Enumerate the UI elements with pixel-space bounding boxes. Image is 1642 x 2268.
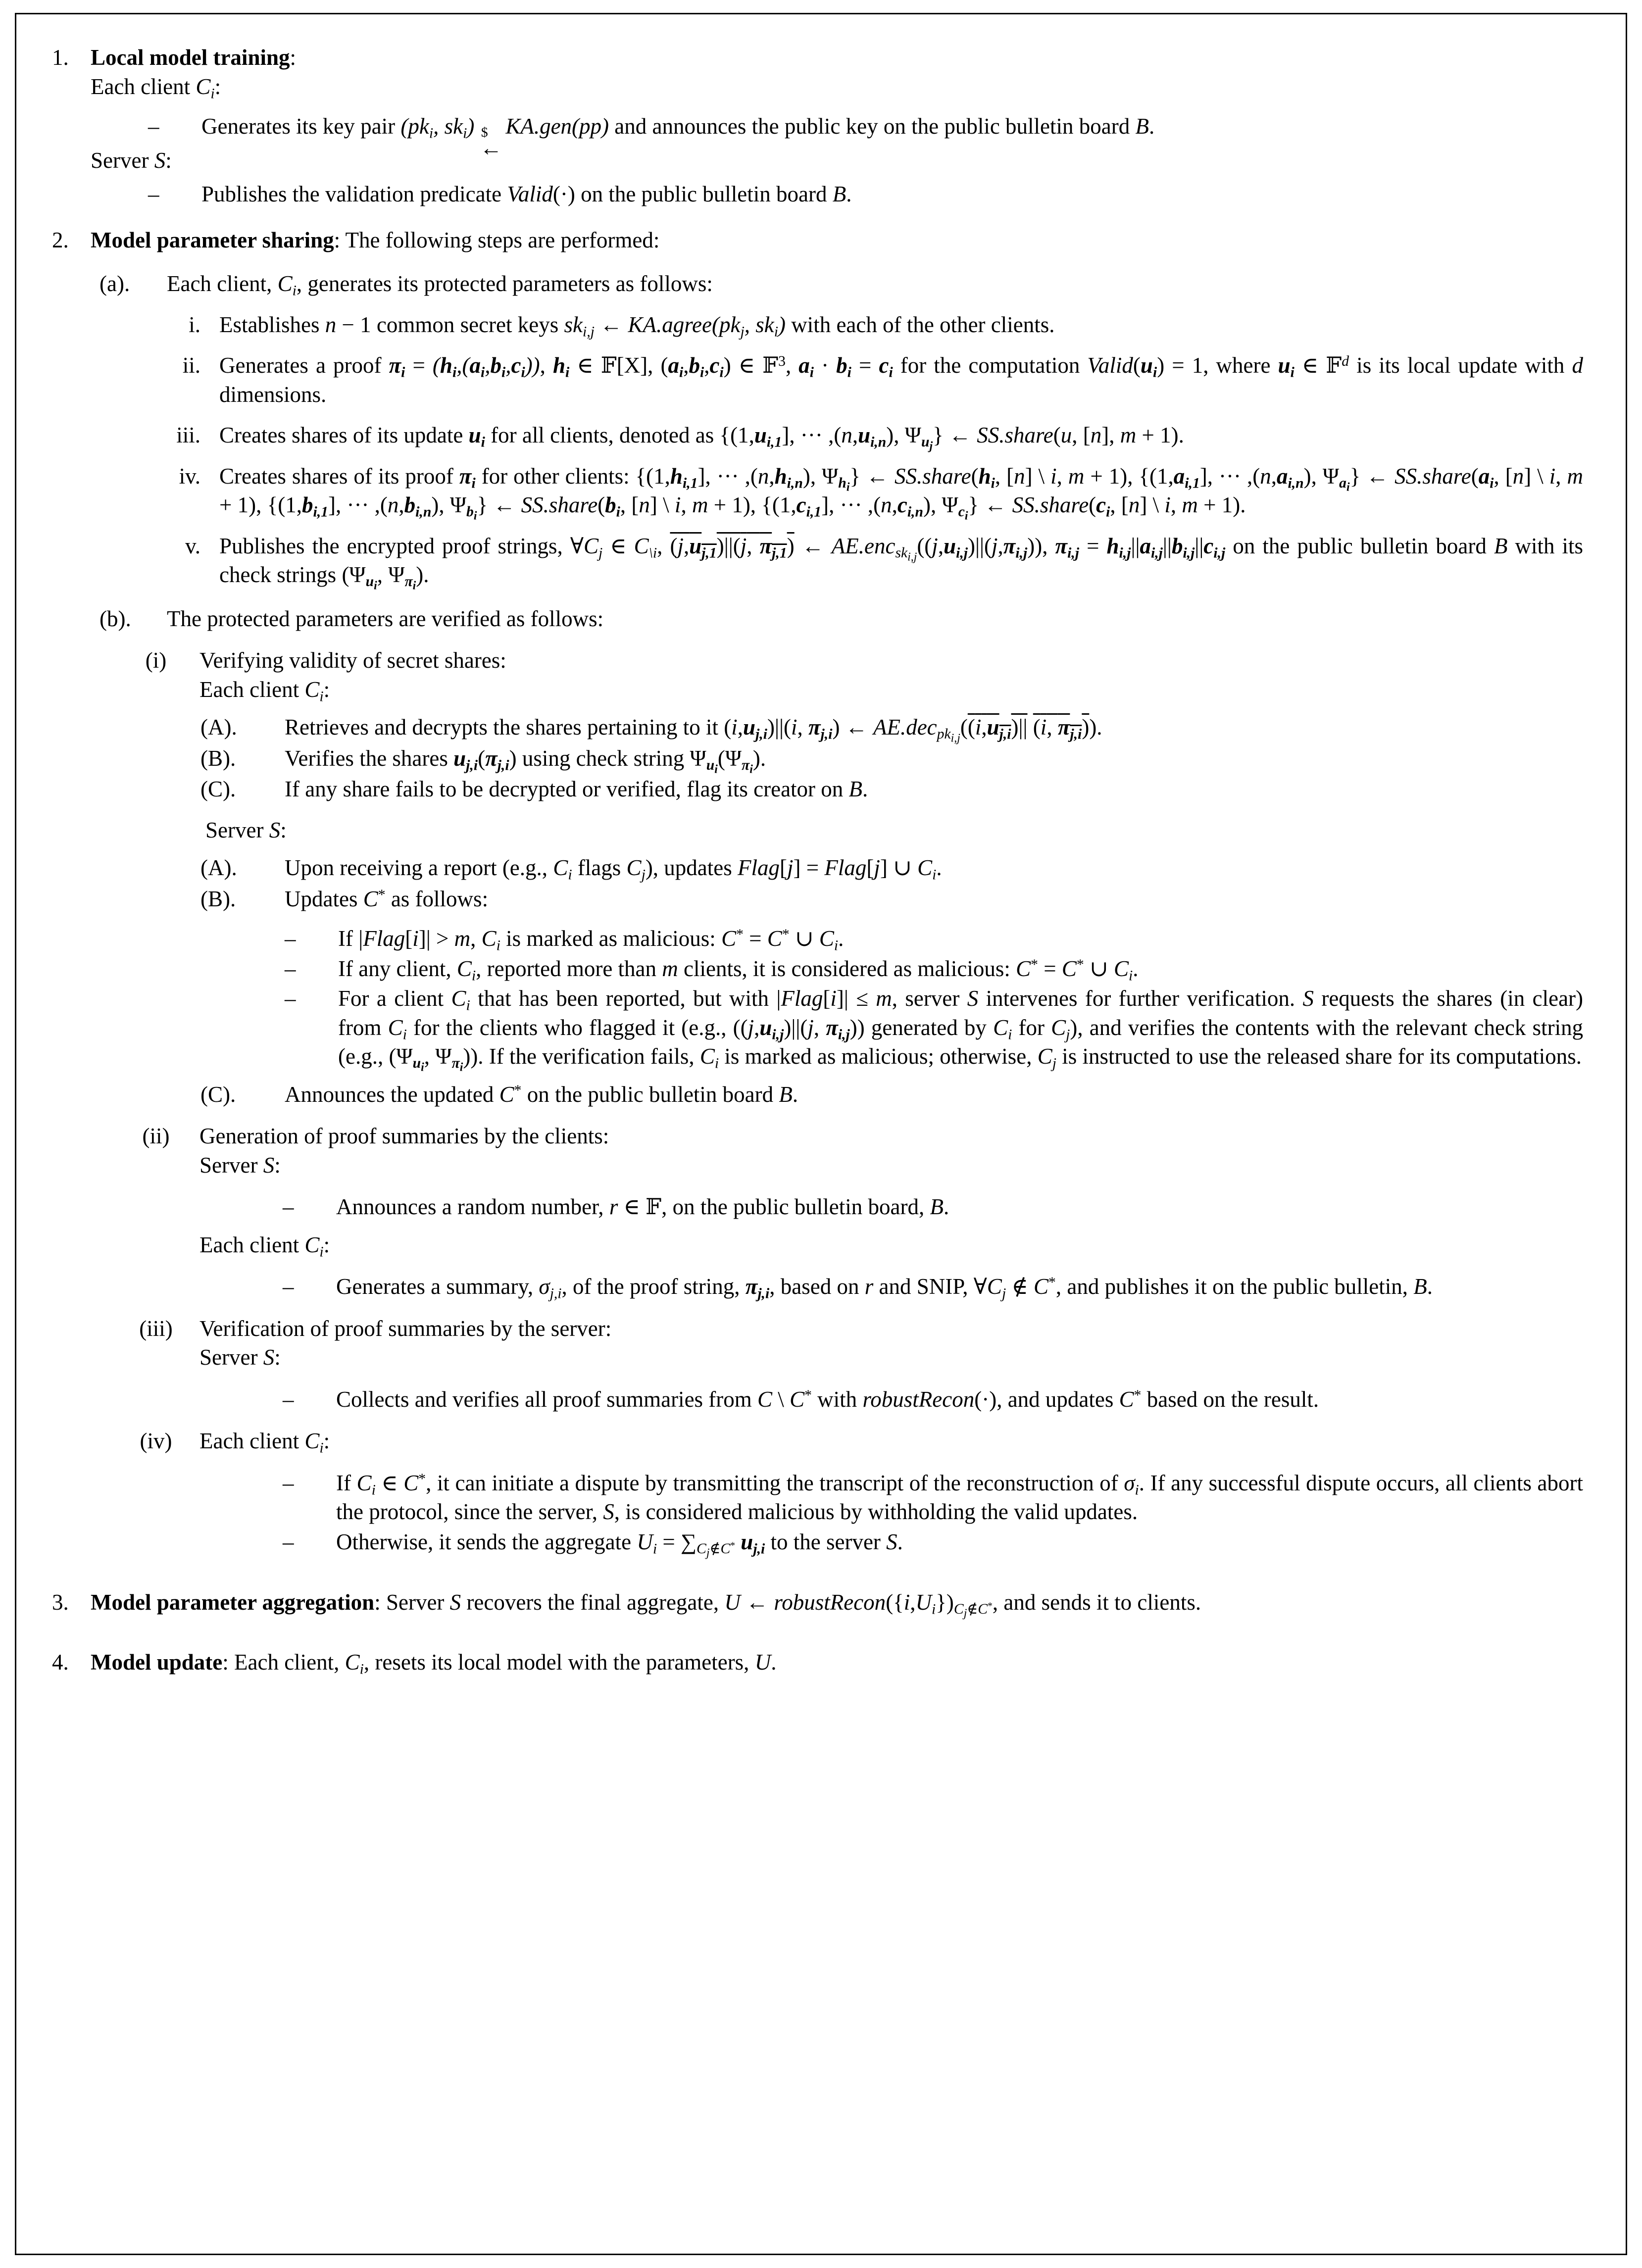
- step-2a-item-iii-text: Creates shares of its update $u_i$ for all clients, denoted as {$(1,u_{i,1}]$, ··· $,(n,u_{i,n})$, $\Psi_{u_j}$} ← SS.share(u, [n], m + 1).: [219, 423, 1184, 453]
- t: ), updates: [645, 855, 732, 880]
- step-3-title: Model parameter aggregation: [91, 1590, 375, 1615]
- t: for the clients who flagged it (e.g.,: [413, 1015, 727, 1040]
- item-i-server-B: [200, 885, 1583, 914]
- item-iv-dash-1: [283, 1469, 1583, 1527]
- item-iv-dash-2: [283, 1528, 1583, 1560]
- t: recovers the final aggregate,: [466, 1590, 719, 1615]
- item-i-title: Verifying validity of secret shares:: [199, 648, 506, 673]
- dash-marker: –: [285, 986, 296, 1011]
- item-ii-server-header: Server S:: [199, 1152, 281, 1178]
- roman-marker-i: i.: [189, 312, 200, 337]
- t: Announces the updated: [285, 1082, 494, 1107]
- t: If: [336, 1470, 351, 1495]
- t: for: [1018, 1015, 1045, 1040]
- step-3: [52, 1588, 1583, 1620]
- step-2a-marker: (a).: [100, 271, 130, 296]
- item-i-server-header: Server S:: [205, 817, 287, 842]
- sub-marker-A: (A).: [200, 855, 237, 880]
- step-4: [52, 1648, 1583, 1677]
- item-i-client-C-text: If any share fails to be decrypted or verified, flag its creator on B.: [285, 777, 868, 801]
- t: : Server: [374, 1590, 445, 1615]
- t: ), and verifies the contents with the relevant check string (e.g.,: [338, 1015, 1584, 1069]
- step-2b-marker: (b).: [100, 606, 131, 631]
- t: Server: [199, 1345, 258, 1370]
- t: Creates shares of its proof: [219, 463, 453, 489]
- step-2b-item-iv: [125, 1427, 1584, 1560]
- t: , on the public bulletin board,: [661, 1194, 925, 1219]
- t: Publishes the encrypted proof strings,: [219, 533, 563, 558]
- t: on the public bulletin board: [527, 1082, 774, 1107]
- t: If: [338, 926, 353, 951]
- step-1-server-bullet: [148, 180, 1583, 209]
- t: , generates its protected parameters as follows:: [296, 271, 713, 296]
- dash-marker: –: [283, 1274, 294, 1299]
- step-1-server-header: Server S:: [91, 148, 172, 173]
- item-iii-server-dash: [283, 1385, 1583, 1414]
- dash-marker: –: [148, 114, 159, 139]
- t: , it can initiate a dispute by transmitting the transcript of the reconstruction of: [426, 1470, 1118, 1495]
- step-1-client-bullet: [148, 112, 1583, 160]
- t: , and updates: [996, 1386, 1114, 1412]
- step-2a-item-iv: [145, 462, 1583, 523]
- roman-marker-iv: iv.: [179, 463, 200, 489]
- t: Each client: [199, 677, 299, 702]
- item-ii-server-dash: [283, 1192, 1583, 1222]
- sub-marker-C: (C).: [200, 777, 236, 801]
- figure-frame: [15, 13, 1627, 2255]
- t: dimensions.: [219, 382, 327, 407]
- item-iii-server-dash-text: Collects and verifies all proof summaries from C \ C* with robustRecon(·), and updates C* based on the result.: [336, 1386, 1319, 1412]
- t: to the server: [770, 1529, 881, 1554]
- item-i-client-C: [200, 775, 1583, 804]
- t: Upon receiving a report (e.g.,: [285, 855, 548, 880]
- t: Updates: [285, 886, 358, 911]
- t: , resets its local model with the parameters,: [363, 1649, 749, 1675]
- step-2a-item-ii-text: Generates a proof $\pi_i = (h_i,(a_i,b_i,c_i))$, $h_i$ ∈ 𝔽[X], $(a_i,b_i,c_i)$ ∈ 𝔽$^3$, $a_i \cdot b_i = c_i$ for the computation $Valid(u_i) = 1$, where $u_i$ ∈ 𝔽$^d$ is its local update with d dimensions.: [219, 353, 1583, 407]
- item-iii-server-header: Server S:: [199, 1345, 281, 1370]
- server-B-dash-2-text: If any client, $C_i$, reported more than m clients, it is considered as malicious: C* = C* ∪ $C_i$.: [338, 956, 1139, 984]
- item-ii-title: Generation of proof summaries by the clients:: [199, 1124, 609, 1148]
- item-marker-iv: (iv): [140, 1429, 172, 1453]
- t: on the public bulletin board: [581, 182, 827, 206]
- t: is marked as malicious:: [506, 926, 716, 951]
- step-2: [52, 226, 1583, 255]
- item-iv-title: Each client $C_i$:: [199, 1429, 330, 1456]
- t: for other clients:: [481, 463, 630, 489]
- t: and announces the public key on the public bulletin board: [614, 114, 1130, 139]
- step-3-marker: 3.: [52, 1590, 69, 1615]
- t: Server: [199, 1152, 258, 1178]
- t: Each client: [199, 1232, 299, 1257]
- item-i-client-A-text: Retrieves and decrypts the shares pertaining to it $(i,u_{j,i})||(i$, $\pi_{j,i}$) ← $AE.dec_{pk_{i,j}}((i,u_{j,i})||$ (i, $\pi_{j,i}$)).: [285, 715, 1102, 745]
- item-marker-ii: (ii): [142, 1124, 170, 1148]
- t: , based on: [769, 1274, 859, 1299]
- step-1-marker: 1.: [52, 45, 69, 70]
- step-2b-lead: The protected parameters are verified as follows:: [167, 606, 604, 631]
- step-1-title-line: [91, 43, 1583, 72]
- sub-marker-C: (C).: [200, 1082, 236, 1107]
- t: Establishes: [219, 312, 320, 337]
- dash-marker: –: [283, 1470, 294, 1495]
- step-2-title-line: [91, 226, 1583, 255]
- t: .: [771, 1649, 777, 1675]
- each-client-label: Each client: [91, 74, 191, 99]
- item-i-client-A: [200, 713, 1583, 745]
- item-i-server-A-text: Upon receiving a report (e.g., $C_i$ flags $C_j$), updates Flag[j] = Flag[j] ∪ $C_i$.: [285, 855, 942, 883]
- step-4-marker: 4.: [52, 1649, 69, 1675]
- server-B-dash-2: [285, 954, 1583, 984]
- t: generated by: [871, 1015, 987, 1040]
- t: Collects and verifies all proof summaries from: [336, 1386, 752, 1412]
- step-2b-item-iii: [125, 1314, 1583, 1414]
- step-4-text: Model update: Each client, $C_i$, resets its local model with the parameters, U.: [91, 1649, 777, 1677]
- step-3-text: Model parameter aggregation: Server S recovers the final aggregate, U ← $robustRecon(\{i,U_i\})_{C_j\notin C^*}$, and sends it to clients.: [91, 1590, 1201, 1620]
- t: , where: [1203, 353, 1271, 378]
- t: Retrieves and decrypts the shares pertaining to it: [285, 715, 718, 740]
- t: Otherwise, it sends the aggregate: [336, 1529, 632, 1554]
- t: requests the shares (in clear) from: [338, 986, 1584, 1040]
- t: , and publishes it on the public bulletin,: [1055, 1274, 1408, 1299]
- server-B-dash-3: [285, 984, 1584, 1074]
- step-1-server-bullet-text: Publishes the validation predicate Valid(·) on the public bulletin board B.: [201, 182, 852, 206]
- step-1: [52, 43, 1583, 209]
- t: on the public bulletin board: [1233, 533, 1487, 558]
- roman-marker-iii: iii.: [176, 423, 200, 447]
- dash-marker: –: [285, 956, 296, 981]
- t: For a client: [338, 986, 444, 1011]
- t: Publishes the validation predicate: [201, 182, 502, 206]
- t: , of the proof string,: [561, 1274, 740, 1299]
- t: flags: [577, 855, 621, 880]
- sub-marker-B: (B).: [200, 745, 236, 771]
- t: Announces a random number,: [336, 1194, 604, 1219]
- t: as follows:: [391, 886, 489, 911]
- step-2b-item-i: [125, 646, 1583, 704]
- dash-marker: –: [285, 926, 296, 951]
- t: Each client,: [167, 271, 272, 296]
- step-1-client-header: Each client $C_i$:: [91, 74, 221, 101]
- t: Each client: [199, 1429, 299, 1453]
- t: with: [817, 1386, 857, 1412]
- t: is its local update with: [1356, 353, 1565, 378]
- server-B-dash-3-text: For a client $C_i$ that has been reported, but with |Flag[i]| ≤ m, server S intervenes for further verification. S requests the shares (in clear) from $C_i$ for the clients who flagged it (e.g., ($(j,u_{i,j})||(j$, $\pi_{i,j}$)) generated by $C_i$ for $C_j$), and verifies the contents with the relevant check string (e.g., ($\Psi_{u_i}$, $\Psi_{\pi_i}$)). If the verification fails, $C_i$ is marked as malicious; otherwise, $C_j$ is instructed to use the released share for its computations.: [338, 986, 1584, 1074]
- item-ii-server-dash-text: Announces a random number, r ∈ 𝔽, on the public bulletin board, B.: [336, 1194, 949, 1219]
- item-ii-client-header: Each client $C_i$:: [199, 1232, 330, 1260]
- t: clients, it is considered as malicious:: [684, 956, 1010, 981]
- t: If any client,: [338, 956, 451, 981]
- item-i-client-B-text: Verifies the shares $u_{j,i}(\pi_{j,i})$ using check string $\Psi_{u_i}(\Psi_{\pi_i})$.: [285, 745, 766, 776]
- step-4-title: Model update: [91, 1649, 223, 1675]
- roman-marker-ii: ii.: [182, 353, 200, 378]
- step-2a-item-v: [145, 532, 1583, 590]
- roman-marker-v: v.: [185, 533, 200, 558]
- server-B-dash-1-text: If |Flag[i]| > m, $C_i$ is marked as malicious: C* = C* ∪ $C_i$.: [338, 926, 844, 954]
- t: common secret keys: [376, 312, 559, 337]
- sub-marker-A: (A).: [200, 715, 237, 740]
- t: Creates shares of its update: [219, 423, 463, 447]
- item-ii-client-dash-text: Generates a summary, $\sigma_{j,i}$, of the proof string, $\pi_{j,i}$, based on r and SNIP, $\forall C_j$ ∉ C*, and publishes it on the public bulletin, B.: [336, 1274, 1433, 1302]
- dash-marker: –: [283, 1194, 294, 1219]
- t: , and sends it to clients.: [992, 1590, 1201, 1615]
- t: with each of the other clients.: [791, 312, 1055, 337]
- step-2a-item-i-text: Establishes n − 1 common secret keys $sk_{i,j}$ ← $KA.agree(pk_j$, $sk_i$) with each of the other clients.: [219, 312, 1055, 340]
- item-marker-i: (i): [145, 648, 167, 673]
- item-iv-dash-2-text: Otherwise, it sends the aggregate $U_i = \sum_{C_j\notin C^*}$ $u_{j,i}$ to the server S.: [336, 1529, 903, 1560]
- step-2b: [100, 604, 1583, 634]
- step-1-client-bullet-text: Generates its key pair ($pk_i$, $sk_i$) $ ← KA.gen(pp) and announces the public key on the public bulletin board B.: [201, 114, 1155, 160]
- step-1-colon: :: [290, 45, 297, 70]
- t: is instructed to use the released share for its computations.: [1062, 1044, 1582, 1069]
- t: Generates a proof: [219, 353, 382, 378]
- item-i-server-C-text: Announces the updated C* on the public bulletin board B.: [285, 1082, 798, 1107]
- t: intervenes for further verification.: [986, 986, 1295, 1011]
- server-B-dash-1: [285, 924, 1583, 953]
- t: for all clients, denoted as: [491, 423, 714, 447]
- t: is marked as malicious; otherwise,: [724, 1044, 1032, 1069]
- t: for the computation: [900, 353, 1080, 378]
- step-2a-lead: Each client, $C_i$, generates its protected parameters as follows:: [167, 271, 713, 299]
- dash-marker: –: [283, 1529, 294, 1554]
- t: . If any successful dispute occurs, all clients abort the protocol, since the server,: [336, 1470, 1584, 1524]
- t: If any share fails to be decrypted or verified, flag its creator on: [285, 777, 844, 801]
- item-i-server-A: [200, 853, 1583, 883]
- t: , is considered malicious by withholding the valid updates.: [614, 1499, 1138, 1524]
- t: Verifies the shares: [285, 745, 448, 771]
- step-2a-item-iv-text: Creates shares of its proof $\pi_i$ for other clients: {$(1,h_{i,1}]$, ··· $,(n,h_{i,n})$, $\Psi_{h_i}$} ← $SS.share(h_i$, [n] \ i, m + 1), {$(1,a_{i,1}]$, ··· $,(n,a_{i,n})$, $\Psi_{a_i}$} ← $SS.share(a_i$, [n] \ i, m + 1), {$(1,b_{i,1}]$, ··· $,(n,b_{i,n})$, $\Psi_{b_i}$} ← $SS.share(b_i$, [n] \ i, m + 1), {$(1,c_{i,1}]$, ··· $,(n,c_{i,n})$, $\Psi_{c_i}$} ← $SS.share(c_i$, [n] \ i, m + 1).: [219, 463, 1583, 523]
- t: and SNIP,: [879, 1274, 968, 1299]
- t: ). If the verification fails,: [470, 1044, 695, 1069]
- step-2-marker: 2.: [52, 227, 69, 252]
- item-marker-iii: (iii): [139, 1316, 173, 1341]
- t: that has been reported, but with: [478, 986, 769, 1011]
- step-1-title: Local model training: [91, 45, 290, 70]
- item-i-client-header: Each client $C_i$:: [199, 677, 330, 704]
- step-2a-item-i: [145, 310, 1583, 340]
- step-2-title: Model parameter sharing: [91, 227, 334, 252]
- t: , reported more than: [476, 956, 657, 981]
- step-2-lead: : The following steps are performed:: [334, 227, 660, 252]
- t: , server: [892, 986, 960, 1011]
- t: Server: [205, 817, 264, 842]
- sub-marker-B: (B).: [200, 886, 236, 911]
- t: Generates its key pair: [201, 114, 396, 139]
- step-2a: [100, 269, 1583, 298]
- item-i-client-B: [200, 744, 1583, 776]
- server-label: Server: [91, 148, 149, 173]
- step-2a-item-v-text: Publishes the encrypted proof strings, $\forall C_j$ ∈ $C_{\backslash i}$, $(j,u_{j,1})||(j$, $\pi_{j,1}$) ← $AE.enc_{sk_{i,j}}((j,u_{i,j})||(j,\pi_{i,j}))$, $\pi_{i,j} = h_{i,j}||a_{i,j}||b_{i,j}||c_{i,j}$ on the public bulletin board B with its check strings ($\Psi_{u_i}$, $\Psi_{\pi_i}$).: [219, 533, 1584, 592]
- step-2a-item-ii: [145, 351, 1583, 409]
- item-ii-client-dash: [283, 1272, 1583, 1301]
- step-2b-item-ii: [125, 1122, 1583, 1301]
- t: using check string: [522, 745, 685, 771]
- item-iv-dash-1-text: If $C_i$ ∈ C*, it can initiate a dispute by transmitting the transcript of the reconstruction of $\sigma_i$. If any successful dispute occurs, all clients abort the protocol, since the server, S, is considered malicious by withholding the valid updates.: [336, 1470, 1584, 1524]
- t: Generates a summary,: [336, 1274, 534, 1299]
- dash-marker: –: [283, 1386, 294, 1412]
- t: with its check strings: [219, 533, 1584, 587]
- item-i-server-C: [200, 1080, 1583, 1109]
- item-iii-title: Verification of proof summaries by the server:: [199, 1316, 612, 1341]
- dash-marker: –: [148, 182, 159, 206]
- item-i-server-B-text: Updates C* as follows:: [285, 886, 489, 911]
- step-2a-item-iii: [145, 421, 1583, 453]
- t: : Each client,: [222, 1649, 340, 1675]
- t: based on the result.: [1146, 1386, 1319, 1412]
